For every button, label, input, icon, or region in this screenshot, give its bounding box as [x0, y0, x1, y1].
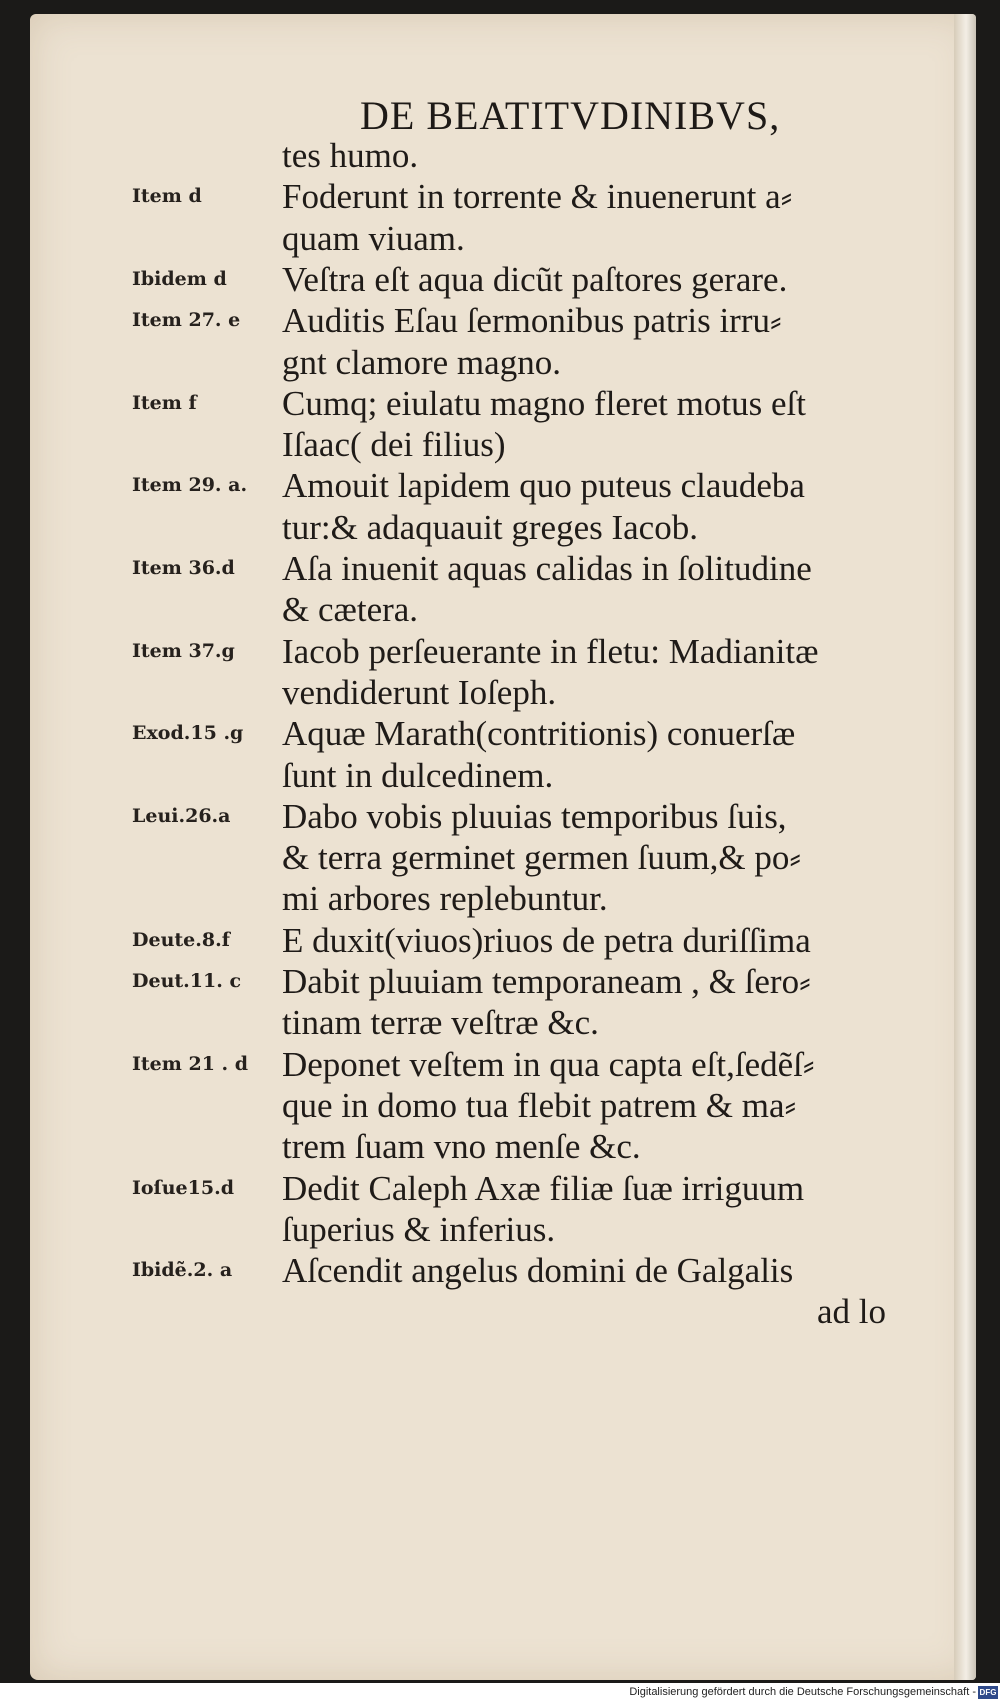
- text-line: [30, 879, 976, 925]
- marginal-reference: Deut.11. c: [132, 970, 242, 992]
- running-header: DE BEATITVDINIBVS,: [360, 93, 781, 138]
- line-text: Amouit lapidem quo puteus claudeba: [282, 466, 805, 506]
- line-text: ſuperius & inferius.: [282, 1209, 556, 1249]
- text-line: [30, 508, 976, 554]
- text-line: [30, 838, 976, 884]
- line-text: Iſaac( dei filius): [282, 425, 506, 465]
- funding-credit: Digitalisierung gefördert durch die Deutsche Forschungsgemeinschaft -: [629, 1686, 976, 1698]
- line-text: ſunt in dulcedinem.: [282, 755, 554, 795]
- line-text: & cætera.: [282, 590, 419, 630]
- line-text: & terra germinet germen ſuum,& po⸗: [282, 838, 802, 878]
- line-text: E duxit(viuos)riuos de petra duriſſima: [282, 920, 811, 960]
- marginal-reference: Leui.26.a: [132, 804, 231, 827]
- text-line: [30, 797, 976, 843]
- text-line: [30, 1086, 976, 1132]
- text-line: [30, 219, 976, 265]
- line-text: Aquæ Marath(contritionis) conuerſæ: [282, 714, 796, 754]
- text-line: [30, 260, 976, 306]
- marginal-reference: Exod.15 .g: [132, 722, 244, 745]
- line-text: Dedit Caleph Axæ filiæ ſuæ irriguum: [282, 1168, 805, 1208]
- text-line: [30, 1210, 976, 1256]
- text-line: [30, 590, 976, 636]
- text-line: [30, 1251, 976, 1297]
- text-line: [30, 177, 976, 223]
- text-line: [30, 921, 976, 967]
- line-text: gnt clamore magno.: [282, 342, 561, 382]
- marginal-reference: Ioſue15.d: [132, 1176, 234, 1199]
- footer-bar: [0, 1683, 1000, 1703]
- dfg-logo: DFG: [979, 1688, 997, 1697]
- marginal-reference: Item 29. a.: [132, 474, 248, 497]
- line-text: Aſa inuenit aquas calidas in ſolitudine: [282, 549, 812, 588]
- text-line: [30, 384, 976, 430]
- text-line: [30, 756, 976, 802]
- line-text: Deponet veſtem in qua capta eſt,ſedẽſ⸗: [282, 1044, 815, 1084]
- text-line: [30, 343, 976, 389]
- line-text: Veſtra eſt aqua dicũt paſtores gerare.: [282, 259, 788, 299]
- marginal-reference: Deute.8.f: [132, 928, 230, 951]
- text-line: [30, 1003, 976, 1049]
- text-line: [30, 136, 976, 182]
- marginal-reference: Item 27. e: [132, 309, 241, 332]
- line-text: trem ſuam vno menſe &c.: [282, 1127, 641, 1167]
- line-text: Iacob perſeuerante in fletu: Madianitæ: [282, 631, 819, 671]
- line-text: Dabo vobis pluuias temporibus ſuis,: [282, 796, 787, 836]
- marginal-reference: Item 21 . d: [132, 1052, 249, 1075]
- line-text: tinam terræ veſtræ &c.: [282, 1003, 599, 1043]
- text-line: [30, 1045, 976, 1091]
- line-text: quam viuam.: [282, 218, 465, 258]
- text-line: [30, 549, 976, 595]
- marginal-reference: Item d: [132, 185, 202, 208]
- text-line: [30, 425, 976, 471]
- text-line: [30, 466, 976, 512]
- marginal-reference: Item 37.g: [132, 639, 235, 662]
- text-line: [30, 714, 976, 760]
- line-text: vendiderunt Ioſeph.: [282, 672, 557, 712]
- text-line: [30, 1169, 976, 1215]
- line-text: tes humo.: [282, 136, 419, 175]
- text-line: [30, 632, 976, 678]
- marginal-reference: Ibidem d: [132, 267, 227, 290]
- line-text: Auditis Eſau ſermonibus patris irru⸗: [282, 301, 782, 341]
- text-line: [30, 673, 976, 719]
- line-text: que in domo tua flebit patrem & ma⸗: [282, 1085, 797, 1125]
- line-text: Aſcendit angelus domini de Galgalis: [282, 1251, 794, 1291]
- line-text: tur:& adaquauit greges Iacob.: [282, 507, 698, 547]
- line-text: mi arbores replebuntur.: [282, 879, 608, 919]
- line-text: Dabit pluuiam temporaneam , & ſero⸗: [282, 962, 811, 1001]
- line-text: Cumq; eiulatu magno fleret motus eſt: [282, 383, 806, 423]
- text-line: [30, 301, 976, 347]
- catchword: ad lo: [816, 1292, 886, 1332]
- marginal-reference: Ibidẽ.2. a: [132, 1259, 233, 1282]
- marginal-reference: Item f: [132, 391, 197, 414]
- marginal-reference: Item 36.d: [132, 557, 235, 579]
- text-line: [30, 962, 976, 1008]
- book-page: [30, 14, 976, 1680]
- line-text: Foderunt in torrente & inuenerunt a⸗: [282, 177, 793, 217]
- text-line: [30, 1127, 976, 1173]
